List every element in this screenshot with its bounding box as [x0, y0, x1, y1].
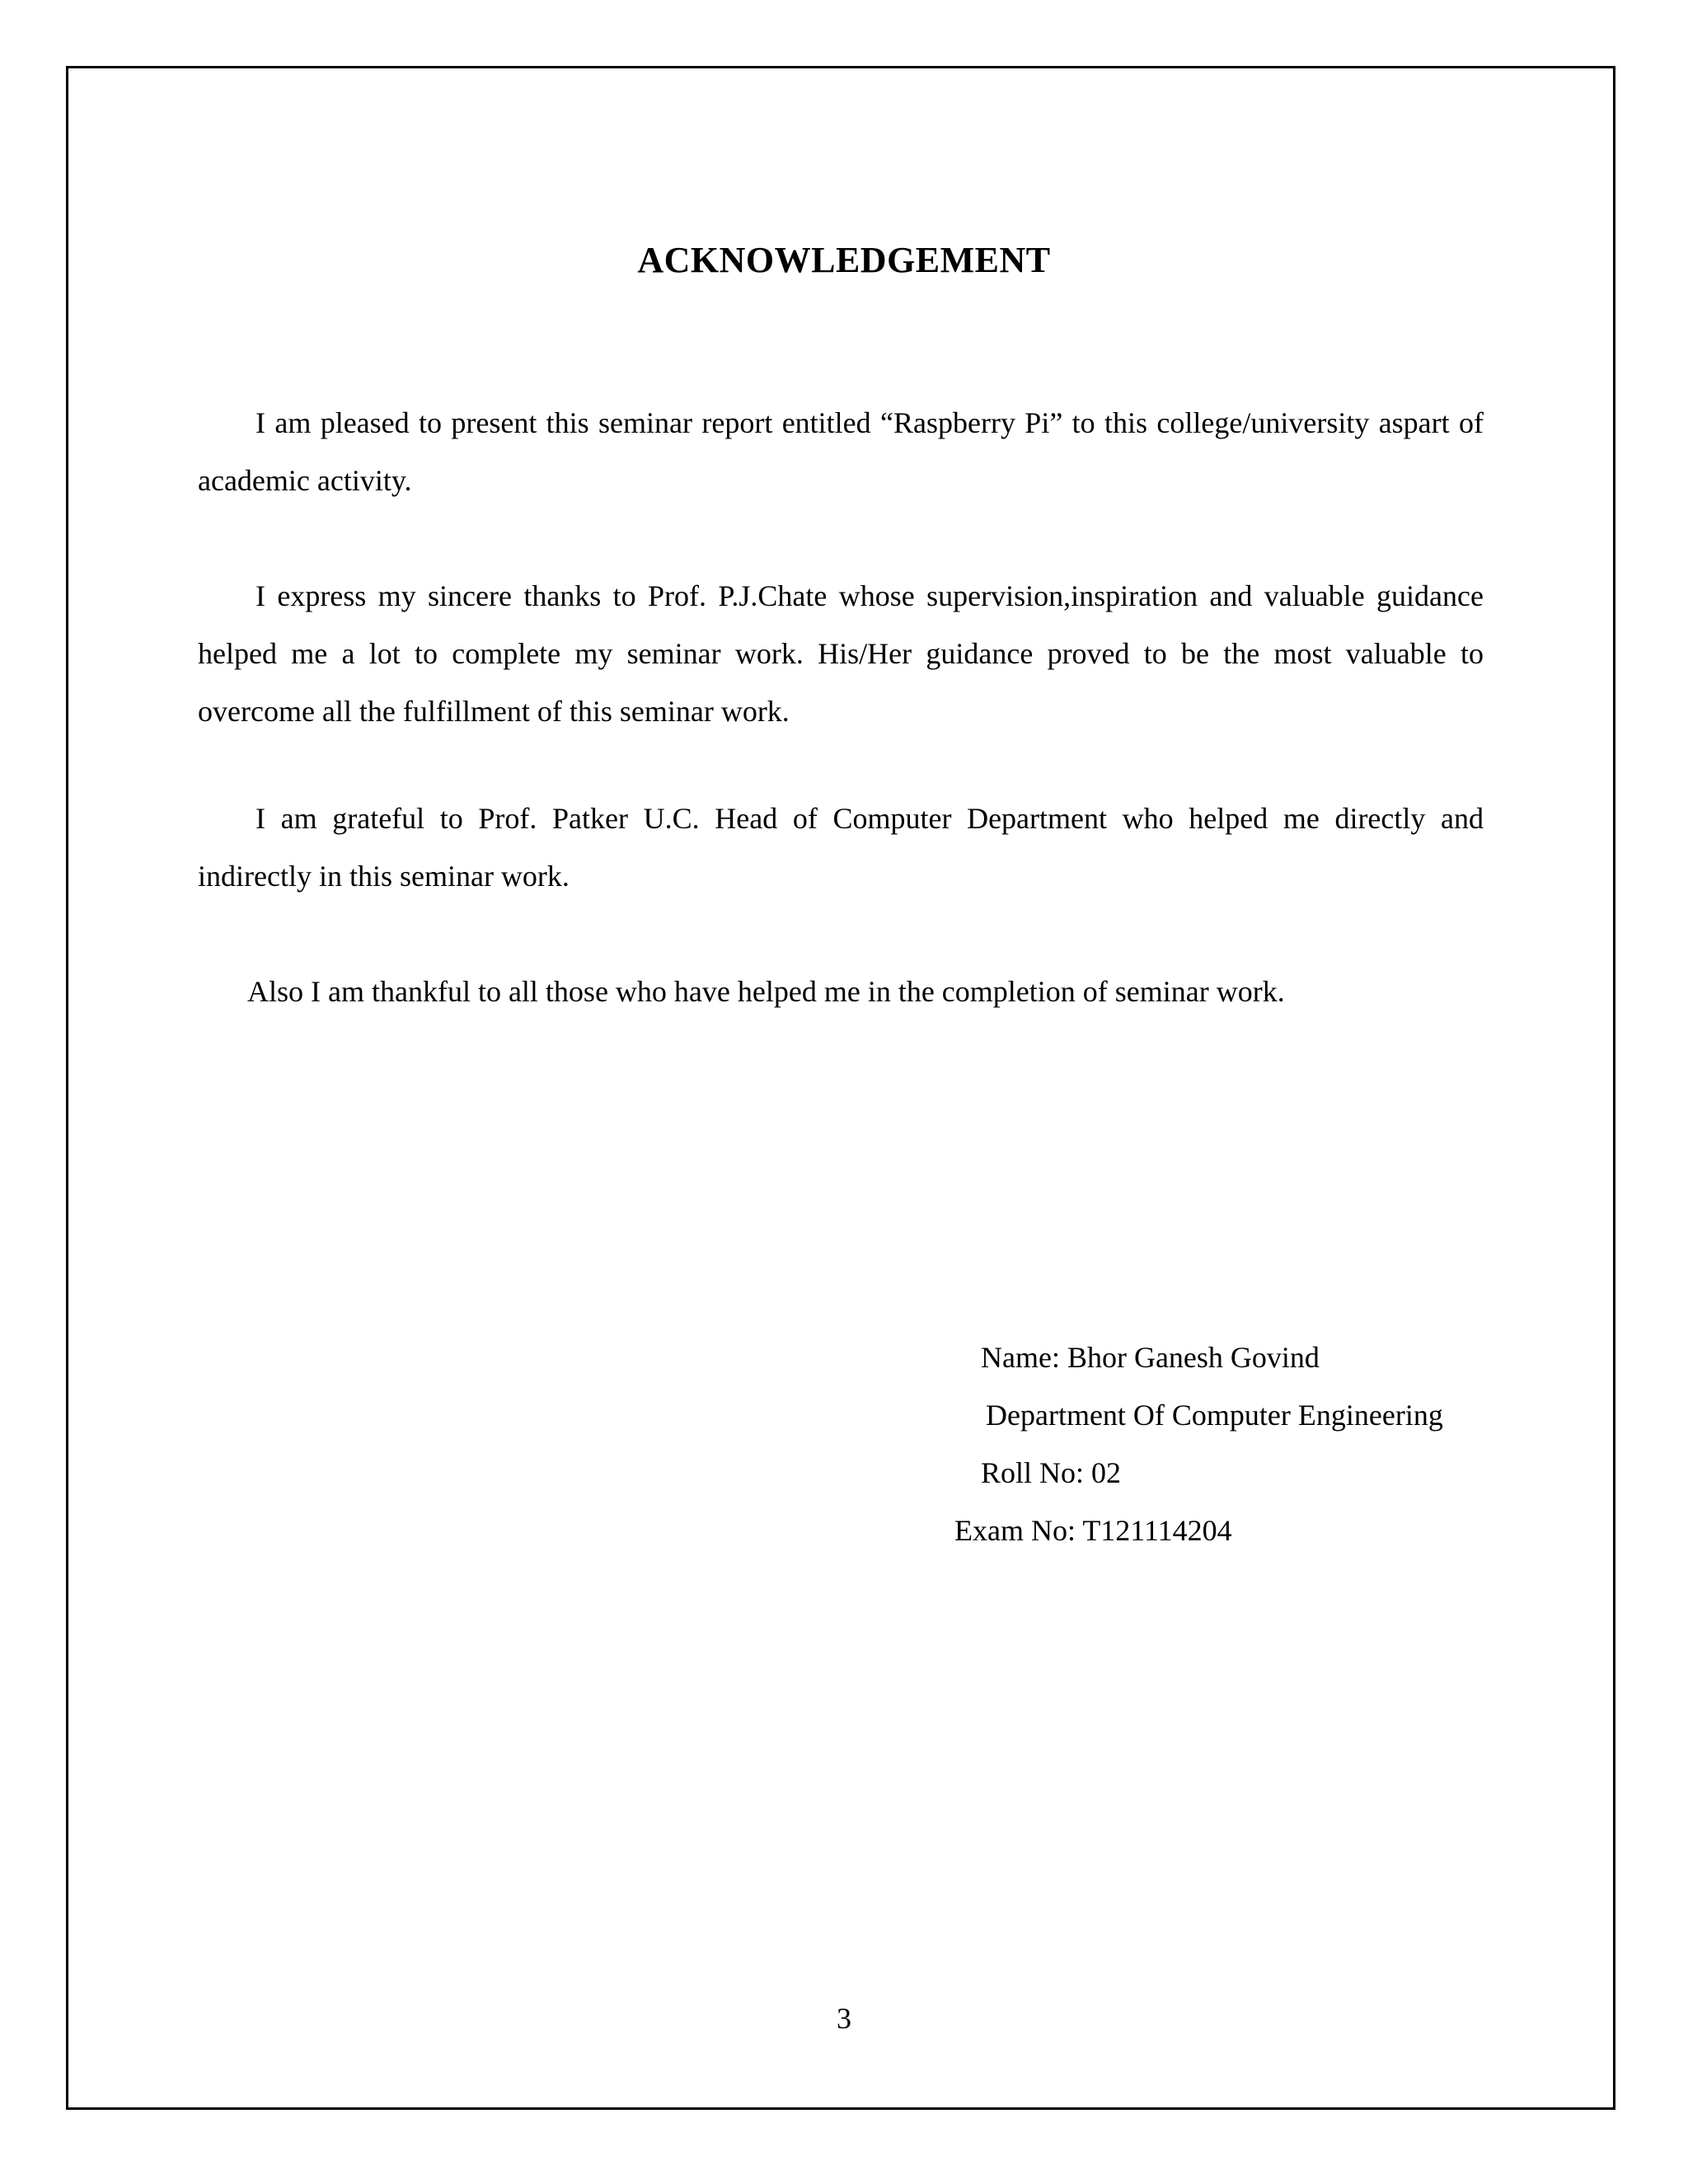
page-border [66, 66, 1615, 2110]
signature-roll-number: Roll No: 02 [981, 1456, 1122, 1489]
signature-exam-number: Exam No: T121114204 [954, 1514, 1232, 1547]
signature-name: Name: Bhor Ganesh Govind [981, 1341, 1320, 1374]
paragraph-general-thanks: Also I am thankful to all those who have helped me in the completion of seminar work. [247, 975, 1285, 1008]
signature-department: Department Of Computer Engineering [986, 1399, 1443, 1432]
page-number: 3 [837, 2002, 851, 2035]
page-title: ACKNOWLEDGEMENT [637, 240, 1051, 280]
paragraph-hod-thanks: I am grateful to Prof. Patker U.C. Head of Computer Department who helped me directly and indirectly in this seminar work. [198, 802, 1484, 893]
paragraph-intro: I am pleased to present this seminar report entitled “Raspberry Pi” to this college/university aspart of academic activity. [198, 406, 1484, 497]
paragraph-guide-thanks: I express my sincere thanks to Prof. P.J.Chate whose supervision,inspiration and valuable guidance helped me a lot to complete my seminar work. His/Her guidance proved to be the most valuable to overcome all the fulfillment of this seminar work. [198, 579, 1484, 728]
